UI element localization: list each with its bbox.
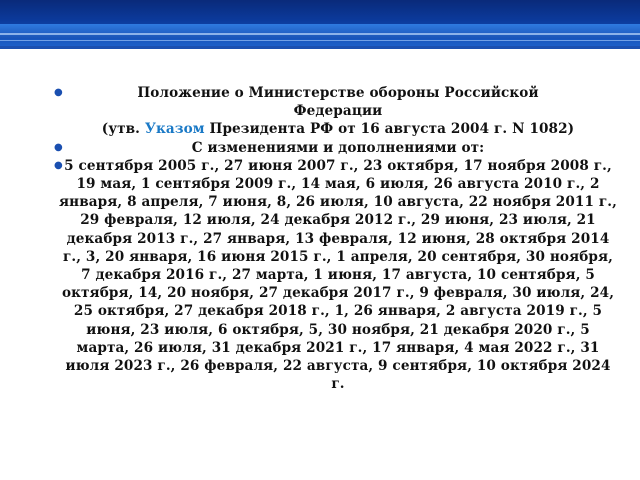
approval-suffix: Президента РФ от 16 августа 2004 г. N 1082)	[204, 121, 575, 138]
document-title-line1: Положение о Министерстве обороны Российской	[137, 85, 539, 101]
amendment-dates: 5 сентября 2005 г., 27 июня 2007 г., 23 октября, 17 ноября 2008 г., 19 мая, 1 сентября 2009 г., 14 мая, 6 июля, 26 августа 2010 г., 2 января, 8 апреля, 7 июня, 8, 26 июля, 10 августа, 22 ноября 2011 г., 29 февраля, 12 июля, 24 декабря 2012 г., 29 июня, 23 июля, 21 декабря 2013 г., 27 января, 13 февраля, 12 июня, 28 октября 2014 г., 3, 20 января, 16 июня 2015 г., 1 апреля, 20 сентября, 30 ноября, 7 декабря 2016 г., 27 марта, 1 июня, 17 августа, 10 сентября, 5 октября, 14, 20 ноября, 27 декабря 2017 г., 9 февраля, 30 июля, 24, 25 октября, 27 декабря 2018 г., 1, 26 января, 2 августа 2019 г., 5 июня, 23 июля, 6 октября, 5, 30 ноября, 21 декабря 2020 г., 5 марта, 26 июля, 31 декабря 2021 г., 17 января, 4 мая 2022 г., 31 июля 2023 г., 26 февраля, 22 августа, 9 сентября, 10 октября 2024 г.	[59, 157, 617, 393]
header-band	[0, 24, 640, 38]
bullet-dot-icon: ●	[54, 87, 63, 98]
list-item-amendments-heading	[54, 139, 618, 157]
bullet-dot-icon: ●	[54, 159, 63, 171]
approval-line	[58, 120, 618, 138]
slide-content	[54, 84, 618, 393]
document-title-line2: Федерации	[293, 103, 383, 120]
decree-link[interactable]: Указом	[144, 121, 205, 138]
header-rule	[0, 33, 640, 35]
approval-prefix: (утв.	[101, 121, 145, 138]
header-accent-line	[0, 46, 640, 49]
list-item-amendment-dates	[54, 157, 618, 394]
header-rule-lower	[0, 40, 640, 41]
amendments-heading: С изменениями и дополнениями от:	[191, 139, 485, 156]
bullet-dot-icon: ●	[54, 141, 63, 153]
slide-header-bar	[0, 0, 640, 46]
list-item-document-title	[54, 84, 618, 139]
